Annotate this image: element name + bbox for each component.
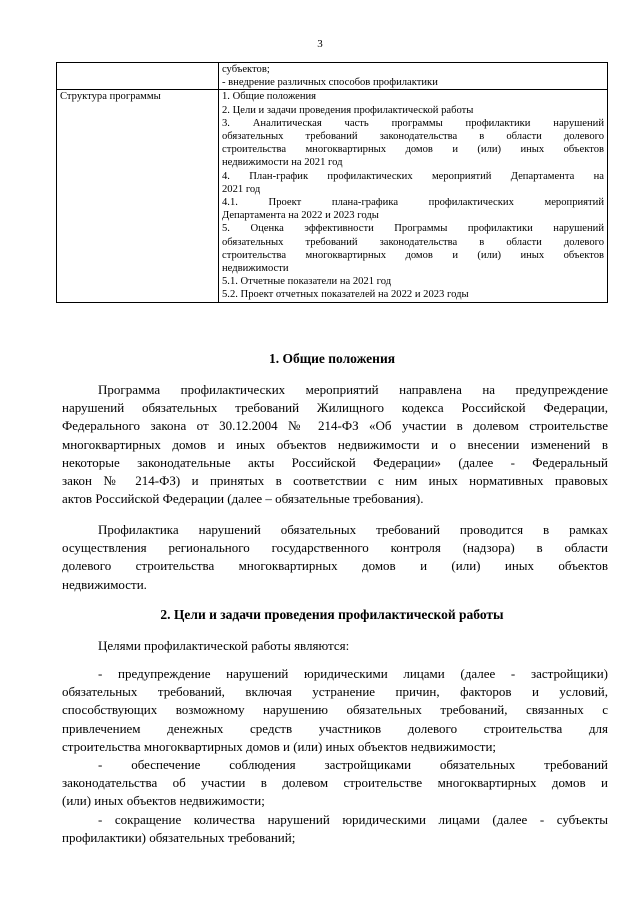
table-line: обязательных требований законодательства в области долевого	[222, 131, 604, 143]
table-line: строительства многоквартирных домов и (или) иных объектов	[222, 249, 604, 261]
table-line: 4.1. Проект плана-графика профилактических мероприятий	[222, 197, 604, 209]
table-line: 5.2. Проект отчетных показателей на 2022 и 2023 годы	[222, 289, 469, 301]
text-line: обязательных требований, включая устранение причин, факторов и условий,	[62, 684, 608, 700]
text-line: нарушений обязательных требований Жилищного кодекса Российской Федерации,	[62, 400, 608, 416]
table-line: субъектов;	[222, 64, 270, 75]
text-line: - предупреждение нарушений юридическими лицами (далее - застройщики)	[98, 666, 608, 681]
text-line: привлечением денежных средств участников долевого строительства для	[62, 720, 608, 736]
table-content-cell	[219, 63, 608, 90]
table-line: 5.1. Отчетные показатели на 2021 год	[222, 276, 392, 288]
text-line: осуществления регионального государственного контроля (надзора) в области	[62, 540, 608, 556]
section-1-title: 1. Общие положения	[268, 351, 396, 366]
text-line: актов Российской Федерации (далее – обязательные требования).	[62, 491, 424, 507]
table-line: 2021 год	[222, 183, 261, 195]
text-line: способствующих возможному нарушению обязательных требований, связанных с	[62, 702, 608, 718]
table-line: 2. Цели и задачи проведения профилактической работы	[222, 104, 474, 116]
text-line: - сокращение количества нарушений юридическими лицами (далее - субъекты	[98, 812, 608, 827]
text-line: строительства многоквартирных домов и (или) иных объектов недвижимости;	[62, 738, 497, 754]
table-line: 4. План-график профилактических мероприятий Департамента на	[222, 170, 604, 182]
table-row	[57, 63, 608, 90]
section-2-intro	[62, 637, 608, 655]
text-line: многоквартирных домов и иных объектов недвижимости и о внесении изменений в	[62, 436, 608, 452]
text-line: некоторые законодательные акты Российской Федерации» (далее - Федеральный	[62, 454, 608, 470]
program-table	[56, 62, 608, 303]
table-line: 3. Аналитическая часть программы профилактики нарушений	[222, 117, 604, 129]
table-line: строительства многоквартирных домов и (или) иных объектов	[222, 144, 604, 156]
text-line: Профилактика нарушений обязательных требований проводится в рамках	[98, 522, 608, 537]
section-2-list-item	[62, 665, 608, 756]
text-line: долевого строительства многоквартирных домов и (или) иных объектов	[62, 558, 608, 574]
text-line: Программа профилактических мероприятий направлена на предупреждение	[98, 382, 608, 397]
section-1-paragraph-1	[62, 381, 608, 508]
table-line: - внедрение различных способов профилактики	[222, 77, 438, 89]
text-line: профилактики) обязательных требований;	[62, 830, 296, 846]
table-line: 5. Оценка эффективности Программы профилактики нарушений	[222, 223, 604, 235]
table-line: недвижимости	[222, 263, 289, 275]
text-line: Целями профилактической работы являются:	[98, 638, 350, 653]
section-2-list-item	[62, 811, 608, 847]
section-2-title: 2. Цели и задачи проведения профилактической работы	[160, 607, 504, 622]
table-label-cell	[57, 63, 219, 90]
table-content-cell	[219, 90, 608, 302]
text-line: законодательства об участии в долевом строительстве многоквартирных домов и	[62, 775, 608, 791]
table-row	[57, 90, 608, 302]
section-2-list-item	[62, 756, 608, 811]
text-line: закон № 214-ФЗ) и принятых в соответствии с ним иных нормативных правовых	[62, 473, 608, 489]
table-line: недвижимости на 2021 год	[222, 157, 343, 169]
text-line: - обеспечение соблюдения застройщиками обязательных требований	[98, 757, 608, 772]
table-line: Департамента на 2022 и 2023 годы	[222, 210, 379, 222]
table-line: обязательных требований законодательства в области долевого	[222, 236, 604, 248]
text-line: (или) иных объектов недвижимости;	[62, 793, 265, 809]
table-label-cell: Структура программы	[57, 90, 219, 302]
table-line: 1. Общие положения	[222, 91, 317, 103]
text-line: Федерального закона от 30.12.2004 № 214-ФЗ «Об участии в долевом строительстве	[62, 418, 608, 434]
section-1-paragraph-2	[62, 521, 608, 594]
text-line: недвижимости.	[62, 576, 147, 592]
page-number: 3	[317, 38, 323, 50]
